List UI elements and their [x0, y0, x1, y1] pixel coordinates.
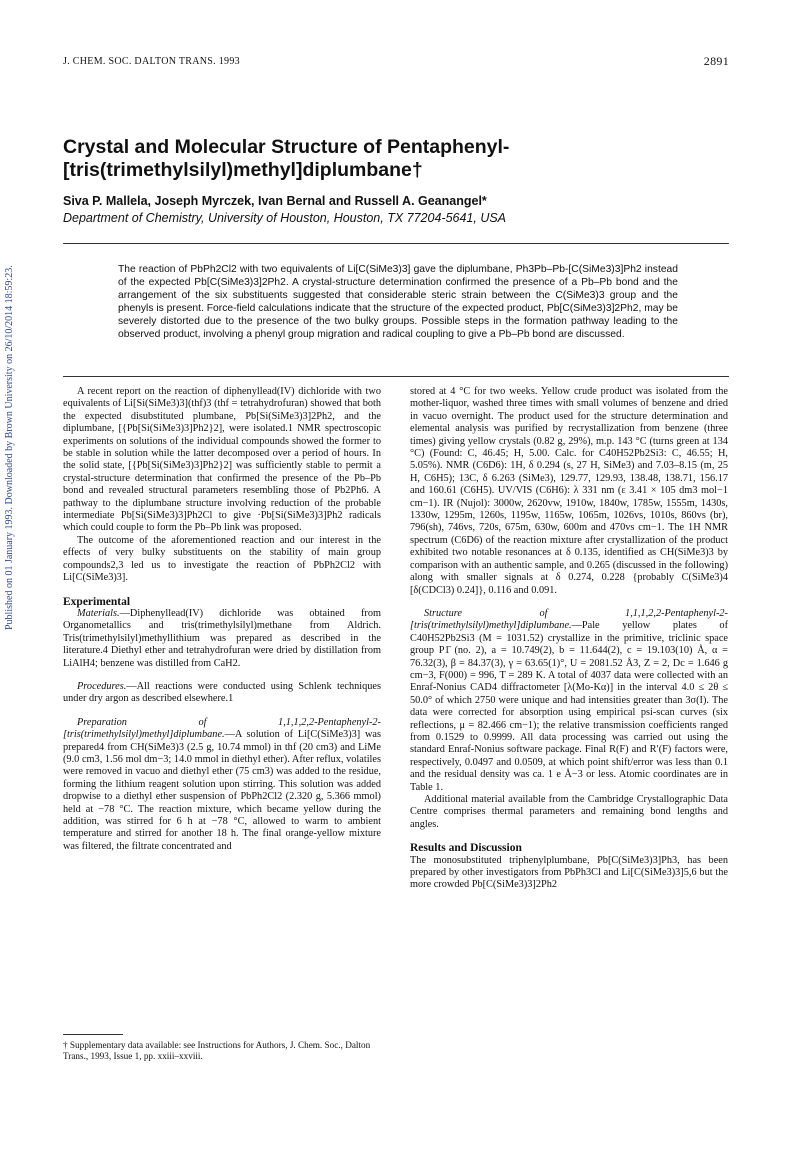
materials-label: Materials.: [77, 607, 120, 619]
additional-material-paragraph: Additional material available from the Cambridge Crystallographic Data Centre comprises thermal parameters and remaining bond lengths and angles.: [410, 794, 728, 830]
procedures-paragraph: [63, 681, 381, 706]
top-divider: [63, 243, 729, 244]
journal-header: J. CHEM. SOC. DALTON TRANS. 1993: [63, 56, 240, 67]
structure-paragraph: [410, 608, 728, 794]
preparation-paragraph: [63, 717, 381, 853]
materials-paragraph: [63, 608, 381, 670]
preparation-label: Preparation of 1,1,1,2,2-Pentaphenyl-2-[tris(trimethylsilyl)methyl]diplumbane.: [63, 716, 381, 741]
experimental-heading: Experimental: [63, 595, 131, 608]
intro-paragraph-2: The outcome of the aforementioned reaction and our interest in the effects of very bulky substituents on the stability of main group compounds2,3 led us to investigate the reaction of PbPh2Cl2 with Li[C(SiMe3)3].: [63, 534, 381, 584]
preparation-text: —A solution of Li[C(SiMe3)3] was prepared4 from CH(SiMe3)3 (2.5 g, 10.74 mmol) in thf (20 cm3) and LiMe (9.0 cm3, 1.56 mol dm−3; 14.0 mmol in diethyl ether). After reflux, volatiles were removed in vacuo and diethyl ether (75 cm3) was added to the residue, forming the lithium reagent solution upon stirring. This solution was added dropwise to a diethyl ether suspension of PbPh2Cl2 (2.320 g, 5.366 mmol) held at −78 °C. The reaction mixture, which became yellow during the addition, was stirred for 6 h at −78 °C, allowed to warm to ambient temperature and stirred for another 18 h. The final orange-yellow mixture was filtered, the filtrate concentrated and: [63, 729, 381, 852]
results-paragraph: The monosubstituted triphenylplumbane, Pb[C(SiMe3)3]Ph3, has been prepared by other investigators from PbPh3Cl and Li[C(SiMe3)3]5,6 but the more crowded Pb[C(SiMe3)3]2Ph2: [410, 854, 728, 891]
structure-label: Structure of 1,1,1,2,2-Pentaphenyl-2-[tris(trimethylsilyl)methyl]diplumbane.: [410, 607, 728, 632]
right-column: [410, 386, 728, 892]
author-list: Siva P. Mallela, Joseph Myrczek, Ivan Bernal and Russell A. Geanangel*: [63, 194, 487, 208]
abstract-divider: [63, 376, 729, 377]
procedures-label: Procedures.: [77, 680, 127, 692]
affiliation: Department of Chemistry, University of Houston, Houston, TX 77204-5641, USA: [63, 211, 507, 225]
abstract: The reaction of PbPh2Cl2 with two equivalents of Li[C(SiMe3)3] gave the diplumbane, Ph3Pb–Pb-[C(SiMe3)3]Ph2 instead of the expected Pb[C(SiMe3)3]2Ph2. A crystal-structure determination confirmed the presence of a Pb–Pb bond and the arrangement of the six substituents suggested that considerable steric strain between the C(SiMe3)3 group and the phenyls is present. Force-field calculations indicate that the structure of the expected product, Pb[C(SiMe3)3]2Ph2, may be severely distorted due to the presence of the two bulky groups. Possible steps in the formation pathway leading to the observed product, involving a phenyl group migration and radical coupling to give a Pb–Pb bond are discussed.: [118, 264, 678, 340]
results-heading: Results and Discussion: [410, 842, 522, 855]
materials-text: —Diphenyllead(IV) dichloride was obtained from Organometallics and tris(trimethylsilyl)methane from Aldrich. Tris(trimethylsilyl)methyllithium was prepared as described in the literature.4 Diethyl ether and tetrahydrofuran were dried by distillation from LiAlH4; benzene was distilled from CaH2.: [63, 607, 381, 669]
article-title: Crystal and Molecular Structure of Pentaphenyl-[tris(trimethylsilyl)methyl]diplumbane†: [63, 136, 510, 181]
footnote-divider: [63, 1034, 123, 1035]
download-notice[interactable]: Published on 01 January 1993. Downloaded by Brown University on 26/10/2014 18:59:23.: [4, 265, 15, 630]
left-column: [63, 386, 381, 853]
side-note: [4, 265, 18, 630]
structure-text: —Pale yellow plates of C40H52Pb2Si3 (M = 1031.52) crystallize in the primitive, triclinic space group P1̄ (no. 2), a = 10.749(2), b = 11.644(2), c = 19.103(10) Å, α = 76.32(3), β = 84.37(3), γ = 63.65(1)°, U = 2081.52 Å3, Z = 2, Dc = 1.646 g cm−3, F(000) = 996, T = 289 K. A total of 4037 data were collected with an Enraf-Nonius CAD4 diffractometer [λ(Mo-Kα)] in the interval 4.0 ≤ 2θ ≤ 50.0° of which 2750 were unique and had intensities greater than 3σ(I). The data were corrected for absorption using empirical psi-scan curves (six reflections, μ = 82.466 cm−1); the relative transmission coefficients ranged from 0.1529 to 0.9999. All data processing was carried out using the standard Enraf-Nonius software package. Final R(F) and R′(F) factors were, respectively, 0.0497 and 0.0509, at which point shift/error was less than 0.1 and the residual density was ca. 1 e Å−3 or less. Atomic coordinates are in Table 1.: [410, 620, 728, 793]
intro-paragraph-1: A recent report on the reaction of diphenyllead(IV) dichloride with two equivalents of Li[Si(SiMe3)3](thf)3 (thf = tetrahydrofuran) showed that both the expected disubstituted plumbane, Pb[Si(SiMe3)3]2Ph2, and the diplumbane, [{Pb[Si(SiMe3)3]Ph2}2], were isolated.1 NMR spectroscopic experiments on solutions of the individual compounds showed the former to be stable in solution while the latter decomposed over a period of hours. In the solid state, [{Pb[Si(SiMe3)3]Ph2}2] was sufficiently stable to permit a crystal-structure determination that confirmed the presence of the Pb–Pb bond and revealed structural parameters resembling those of Pb2Ph6. A pathway to the diplumbane structure involving reduction of the probable intermediate Pb[Si(SiMe3)3]Ph2Cl to give ·Pb[Si(SiMe3)3]Ph2 radicals which could couple to form the Pb–Pb link was proposed.: [63, 386, 381, 534]
procedures-text: —All reactions were conducted using Schlenk techniques under dry argon as described elsewhere.1: [63, 680, 381, 705]
page-number: 2891: [703, 54, 729, 68]
footnote: † Supplementary data available: see Instructions for Authors, J. Chem. Soc., Dalton Trans., 1993, Issue 1, pp. xxiii–xxviii.: [63, 1040, 371, 1061]
synthesis-paragraph: stored at 4 °C for two weeks. Yellow crude product was isolated from the mother-liquor, washed three times with small volumes of benzene and dried in vacuo overnight. The product used for the structure determination and elemental analysis was purified by recrystallization from benzene (three times) giving yellow crystals (0.82 g, 29%), m.p. 143 °C (turns green at 134 °C) (Found: C, 46.45; H, 5.00. Calc. for C40H52Pb2Si3: C, 46.55; H, 5.05%). NMR (C6D6): 1H, δ 0.294 (s, 27 H, SiMe3) and 7.03–8.15 (m, 25 H, C6H5); 13C, δ 6.263 (SiMe3), 129.77, 129.93, 138.48, 138.71, 156.17 and 160.61 (C6H5). UV/VIS (C6H6): λ 331 nm (ε 3.41 × 105 dm3 mol−1 cm−1). IR (Nujol): 3000w, 2620vw, 1910w, 1840w, 1785w, 1555m, 1430s, 1330w, 1295m, 1260s, 1195w, 1165w, 1065m, 1026vs, 1010s, 860vs (br), 796(sh), 746vs, 720s, 675m, 630w, 600m and 470vs cm−1. The 1H NMR spectrum (C6D6) of the reaction mixture after crystallization of the product exhibited two notable resonances at δ 0.135, identified as CH(SiMe3)3 by comparison with an authentic sample, and 0.265 (discussed in the following) along with smaller signals at δ 0.274, 0.228 {probably C(SiMe3)4 [δ(CDCl3) 0.24]}, 0.116 and 0.091.: [410, 386, 728, 596]
